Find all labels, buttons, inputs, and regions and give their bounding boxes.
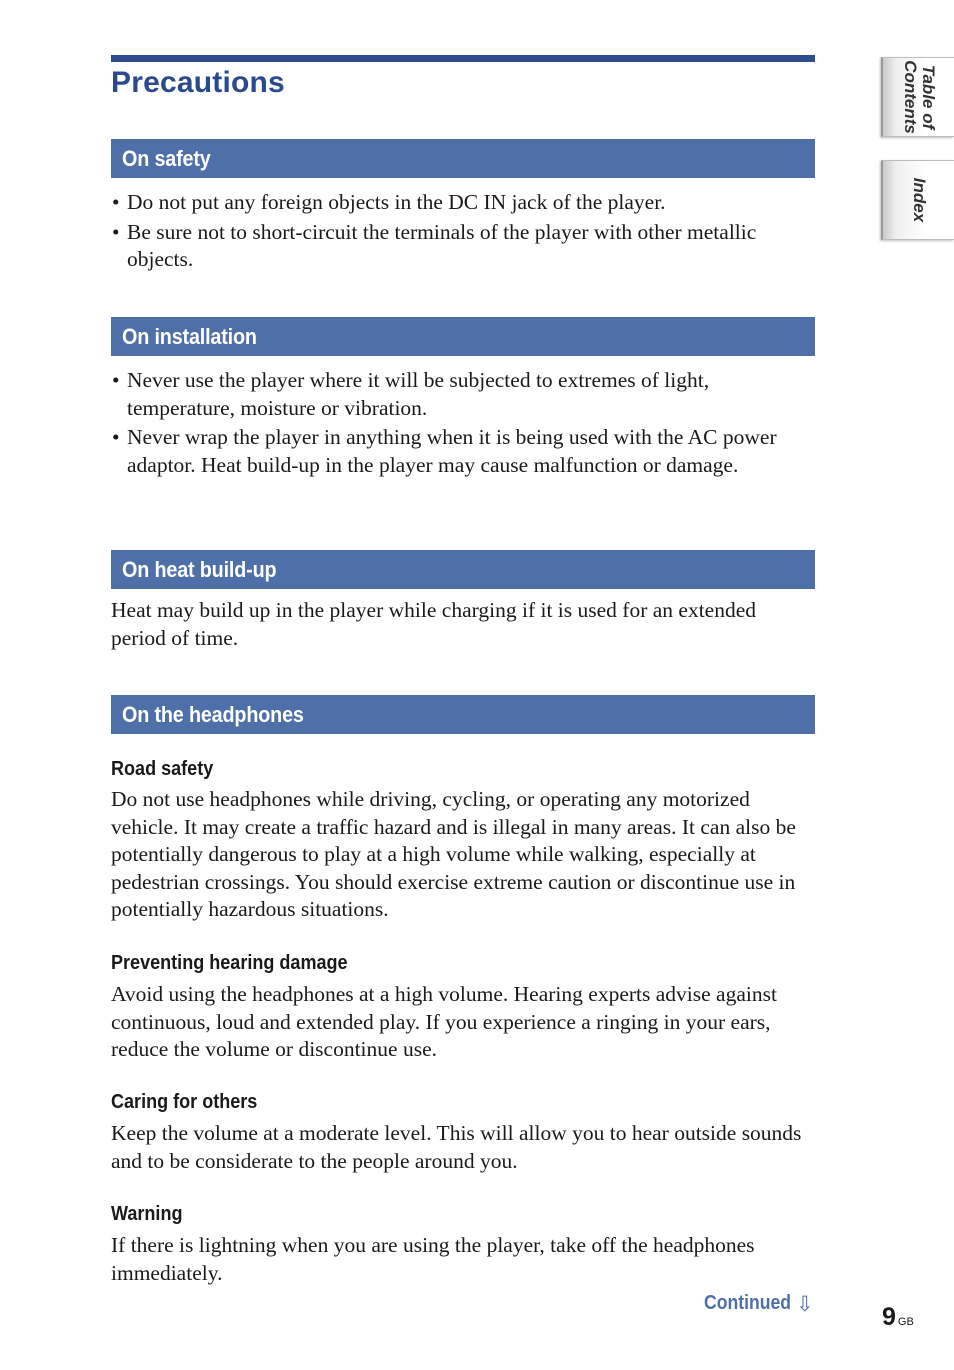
heat-paragraph: Heat may build up in the player while charging if it is used for an extended period of time. — [111, 598, 757, 650]
list-item: • Do not put any foreign objects in the DC IN jack of the player. — [111, 189, 815, 217]
subheading-preventing-hearing-damage — [111, 951, 380, 975]
subheading-label: Caring for others — [111, 1090, 258, 1113]
warning-paragraph: If there is lightning when you are using the player, take off the headphones immediately. — [111, 1233, 755, 1285]
subheading-label: Warning — [111, 1202, 183, 1225]
page-number — [882, 1303, 914, 1332]
down-arrow-icon: ⇩ — [796, 1293, 814, 1316]
section-heading-on-safety — [111, 139, 815, 178]
section-heading-label: On safety — [122, 146, 211, 171]
caring-paragraph: Keep the volume at a moderate level. This will allow you to hear outside sounds and to be considerate to the people around you. — [111, 1121, 802, 1173]
section-heading-label: On heat build-up — [122, 557, 277, 582]
tab-label-line: Table of — [918, 64, 938, 130]
section-heading-on-heat-build-up — [111, 550, 815, 589]
hearing-paragraph: Avoid using the headphones at a high volume. Hearing experts advise against continuous, loud and extended play. If you experience a ringing in your ears, reduce the volume or discontinue use. — [111, 982, 777, 1061]
safety-bullet-list — [111, 189, 815, 276]
section-heading-on-the-headphones — [111, 695, 815, 734]
top-rule — [111, 55, 815, 62]
page-title: Precautions — [111, 66, 285, 99]
section-heading-label: On installation — [122, 324, 257, 349]
page-number-suffix: GB — [897, 1316, 914, 1328]
tab-table-of-contents-label — [901, 60, 937, 134]
subheading-road-safety — [111, 757, 227, 781]
section-heading-on-installation — [111, 317, 815, 356]
continued-indicator — [704, 1292, 814, 1316]
subheading-warning — [111, 1202, 192, 1226]
installation-bullet-list — [111, 367, 815, 481]
subheading-label: Road safety — [111, 757, 214, 780]
list-item: • Never use the player where it will be subjected to extremes of light, temperature, moisture or vibration. — [111, 367, 815, 422]
section-heading-label: On the headphones — [122, 702, 304, 727]
continued-label: Continued — [704, 1292, 792, 1314]
page-number-value: 9 — [882, 1303, 896, 1331]
tab-table-of-contents[interactable] — [881, 57, 954, 137]
subheading-label: Preventing hearing damage — [111, 951, 348, 974]
tab-index-label: Index — [909, 177, 929, 223]
list-item: • Never wrap the player in anything when it is being used with the AC power adaptor. Heat build-up in the player may cause malfunction or damage. — [111, 424, 815, 479]
tab-index[interactable] — [881, 160, 954, 240]
subheading-caring-for-others — [111, 1090, 277, 1114]
list-item: • Be sure not to short-circuit the terminals of the player with other metallic objects. — [111, 219, 815, 274]
tab-label-line: Contents — [900, 60, 920, 134]
road-safety-paragraph: Do not use headphones while driving, cycling, or operating any motorized vehicle. It may create a traffic hazard and is illegal in many areas. It can also be potentially dangerous to play at a high volume while walking, especially at pedestrian crossings. You should exercise extreme caution or discontinue use in potentially hazardous situations. — [111, 787, 796, 921]
